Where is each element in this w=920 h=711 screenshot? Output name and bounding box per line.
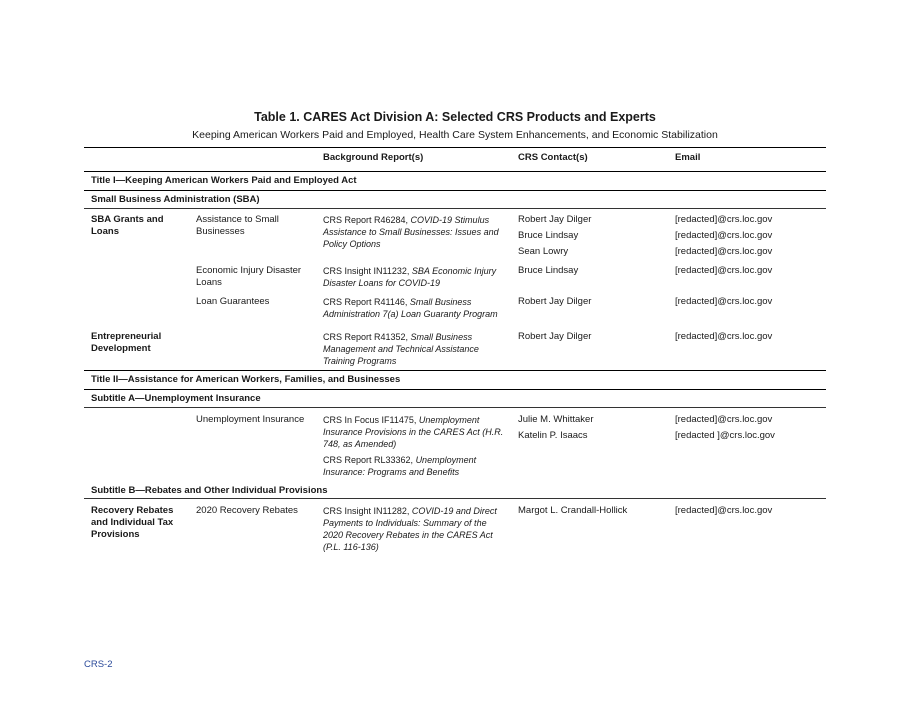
header-email: Email xyxy=(675,152,701,163)
contact-isaacs: Katelin P. Isaacs xyxy=(518,430,588,441)
report-if11475-line3: 748, as Amended) xyxy=(323,439,397,449)
divider xyxy=(84,147,826,148)
section-sba: Small Business Administration (SBA) xyxy=(91,194,260,205)
report-r46284-line3: Policy Options xyxy=(323,239,381,249)
topic-eidl-line2: Loans xyxy=(196,277,222,288)
contact-lindsay: Bruce Lindsay xyxy=(518,230,579,241)
report-in11282: CRS Insight IN11282, COVID-19 and Direct xyxy=(323,506,497,516)
contact-dilger: Robert Jay Dilger xyxy=(518,331,592,342)
header-report: Background Report(s) xyxy=(323,152,424,163)
divider xyxy=(84,171,826,172)
contact-whittaker: Julie M. Whittaker xyxy=(518,414,594,425)
divider xyxy=(84,498,826,499)
email-8: [redacted ]@crs.loc.gov xyxy=(675,430,775,441)
topic-assistance-line2: Businesses xyxy=(196,226,245,237)
report-r41352: CRS Report R41352, Small Business xyxy=(323,332,473,342)
report-if11475-line2: Insurance Provisions in the CARES Act (H.R. xyxy=(323,427,504,437)
section-title1: Title I—Keeping American Workers Paid and Employed Act xyxy=(91,175,357,186)
contact-dilger: Robert Jay Dilger xyxy=(518,296,592,307)
divider xyxy=(84,370,826,371)
contact-dilger: Robert Jay Dilger xyxy=(518,214,592,225)
category-entrepreneurial-line1: Entrepreneurial xyxy=(91,331,162,342)
email-1: [redacted]@crs.loc.gov xyxy=(675,214,773,225)
contact-crandall-hollick: Margot L. Crandall-Hollick xyxy=(518,505,628,516)
report-r46284-line2: Assistance to Small Businesses: Issues and xyxy=(323,227,499,237)
report-in11282-line4: (P.L. 116-136) xyxy=(323,542,379,552)
report-in11282-line3: 2020 Recovery Rebates in the CARES Act xyxy=(323,530,493,540)
divider xyxy=(84,389,826,390)
divider xyxy=(84,208,826,209)
page-number: CRS-2 xyxy=(84,659,113,670)
email-6: [redacted]@crs.loc.gov xyxy=(675,331,773,342)
topic-loan-guarantees: Loan Guarantees xyxy=(196,296,270,307)
category-rebates-line3: Provisions xyxy=(91,529,140,540)
report-in11282-line2: Payments to Individuals: Summary of the xyxy=(323,518,487,528)
topic-recovery-rebates: 2020 Recovery Rebates xyxy=(196,505,298,516)
report-r41146-line2: Administration 7(a) Loan Guaranty Program xyxy=(323,309,498,319)
table-title: Table 1. CARES Act Division A: Selected CRS Products and Experts xyxy=(254,110,656,124)
category-sba-grants-line2: Loans xyxy=(91,226,119,237)
contact-lindsay: Bruce Lindsay xyxy=(518,265,579,276)
category-rebates-line1: Recovery Rebates xyxy=(91,505,174,516)
section-title2: Title II—Assistance for American Workers, Families, and Businesses xyxy=(91,374,401,385)
email-5: [redacted]@crs.loc.gov xyxy=(675,296,773,307)
section-subtitle-b: Subtitle B—Rebates and Other Individual Provisions xyxy=(91,485,328,496)
report-r41352-line3: Training Programs xyxy=(323,356,397,366)
divider xyxy=(84,407,826,408)
topic-unemployment-insurance: Unemployment Insurance xyxy=(196,414,305,425)
report-rl33362: CRS Report RL33362, Unemployment xyxy=(323,455,477,465)
report-in11232: CRS Insight IN11232, SBA Economic Injury xyxy=(323,266,497,276)
email-2: [redacted]@crs.loc.gov xyxy=(675,230,773,241)
section-subtitle-a: Subtitle A—Unemployment Insurance xyxy=(91,393,261,404)
report-r46284: CRS Report R46284, COVID-19 Stimulus xyxy=(323,215,490,225)
divider xyxy=(84,190,826,191)
topic-eidl-line1: Economic Injury Disaster xyxy=(196,265,302,276)
table-subtitle: Keeping American Workers Paid and Employed, Health Care System Enhancements, and Economic Stabilization xyxy=(192,129,718,141)
category-rebates-line2: and Individual Tax xyxy=(91,517,174,528)
category-entrepreneurial-line2: Development xyxy=(91,343,151,354)
topic-assistance-line1: Assistance to Small xyxy=(196,214,279,225)
category-sba-grants-line1: SBA Grants and xyxy=(91,214,164,225)
report-r41146: CRS Report R41146, Small Business xyxy=(323,297,472,307)
report-in11232-line2: Disaster Loans for COVID-19 xyxy=(323,278,441,288)
report-rl33362-line2: Insurance: Programs and Benefits xyxy=(323,467,460,477)
contact-lowry: Sean Lowry xyxy=(518,246,569,257)
report-r41352-line2: Management and Technical Assistance xyxy=(323,344,479,354)
email-7: [redacted]@crs.loc.gov xyxy=(675,414,773,425)
email-4: [redacted]@crs.loc.gov xyxy=(675,265,773,276)
email-3: [redacted]@crs.loc.gov xyxy=(675,246,773,257)
header-contact: CRS Contact(s) xyxy=(518,152,588,163)
email-9: [redacted]@crs.loc.gov xyxy=(675,505,773,516)
report-if11475: CRS In Focus IF11475, Unemployment xyxy=(323,415,480,425)
